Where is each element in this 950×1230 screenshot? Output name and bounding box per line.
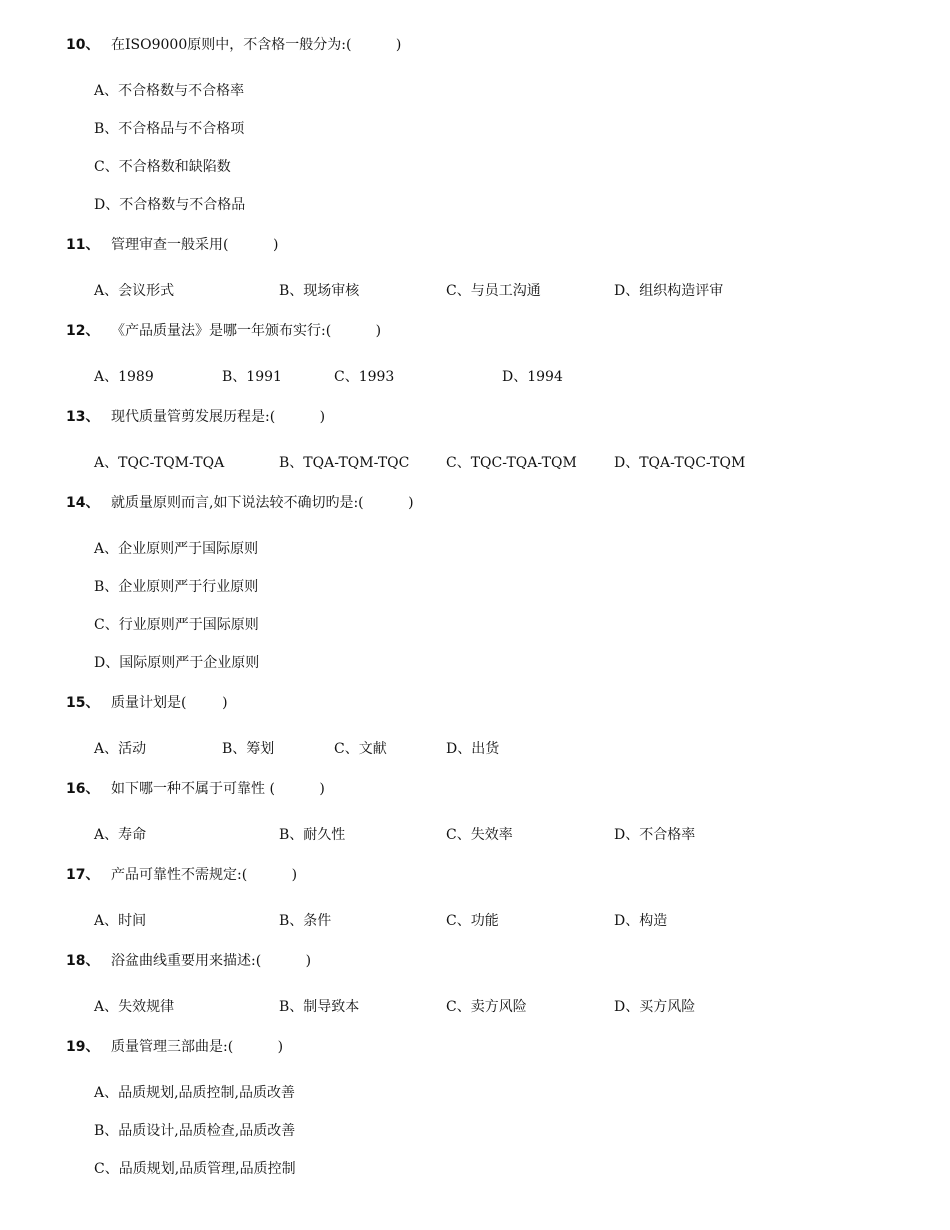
question-number: 19、 <box>66 1039 100 1055</box>
question-10 <box>0 35 950 55</box>
option-c[interactable]: C、卖方风险 <box>446 999 527 1015</box>
question-number: 11、 <box>66 237 100 253</box>
option-a[interactable]: A、企业原则严于国际原则 <box>94 541 259 557</box>
question-text: 浴盆曲线重要用来描述:( ) <box>111 953 312 969</box>
question-14 <box>0 493 950 513</box>
option-b[interactable]: B、制导致本 <box>279 999 360 1015</box>
question-13 <box>0 407 950 427</box>
option-c[interactable]: C、TQC-TQA-TQM <box>446 455 577 471</box>
option-a[interactable]: A、TQC-TQM-TQA <box>94 455 225 471</box>
option-d[interactable]: D、国际原则严于企业原则 <box>94 655 260 671</box>
option-d[interactable]: D、不合格率 <box>614 827 696 843</box>
option-c[interactable]: C、功能 <box>446 913 499 929</box>
question-text: 《产品质量法》是哪一年颁布实行:( ) <box>111 323 382 339</box>
question-text: 如下哪一种不属于可靠性 ( ) <box>111 781 325 797</box>
question-text: 质量计划是( ) <box>111 695 228 711</box>
option-c[interactable]: C、文献 <box>334 741 387 757</box>
option-b[interactable]: B、不合格品与不合格项 <box>94 121 245 137</box>
option-a[interactable]: A、寿命 <box>94 827 147 843</box>
option-d[interactable]: D、出货 <box>446 741 500 757</box>
question-text: 现代质量管剪发展历程是:( ) <box>111 409 326 425</box>
option-a[interactable]: A、品质规划,品质控制,品质改善 <box>94 1085 296 1101</box>
option-a[interactable]: A、会议形式 <box>94 283 175 299</box>
option-d[interactable]: D、不合格数与不合格品 <box>94 197 246 213</box>
question-number: 10、 <box>66 37 100 53</box>
option-c[interactable]: C、与员工沟通 <box>446 283 541 299</box>
question-number: 17、 <box>66 867 100 883</box>
question-11 <box>0 235 950 255</box>
option-b[interactable]: B、现场审核 <box>279 283 360 299</box>
option-b[interactable]: B、耐久性 <box>279 827 346 843</box>
question-number: 14、 <box>66 495 100 511</box>
option-a[interactable]: A、活动 <box>94 741 147 757</box>
question-number: 15、 <box>66 695 100 711</box>
option-a[interactable]: A、1989 <box>94 369 154 385</box>
question-19 <box>0 1037 950 1057</box>
question-number: 13、 <box>66 409 100 425</box>
option-b[interactable]: B、TQA-TQM-TQC <box>279 455 410 471</box>
option-c[interactable]: C、品质规划,品质管理,品质控制 <box>94 1161 296 1177</box>
option-d[interactable]: D、买方风险 <box>614 999 696 1015</box>
question-text: 质量管理三部曲是:( ) <box>111 1039 284 1055</box>
option-b[interactable]: B、筹划 <box>222 741 275 757</box>
option-d[interactable]: D、组织构造评审 <box>614 283 724 299</box>
option-c[interactable]: C、1993 <box>334 369 395 385</box>
question-number: 16、 <box>66 781 100 797</box>
option-b[interactable]: B、品质设计,品质检查,品质改善 <box>94 1123 296 1139</box>
option-c[interactable]: C、行业原则严于国际原则 <box>94 617 259 633</box>
option-d[interactable]: D、构造 <box>614 913 668 929</box>
option-b[interactable]: B、企业原则严于行业原则 <box>94 579 259 595</box>
question-16 <box>0 779 950 799</box>
question-text: 产品可靠性不需规定:( ) <box>111 867 298 883</box>
option-a[interactable]: A、不合格数与不合格率 <box>94 83 245 99</box>
option-b[interactable]: B、1991 <box>222 369 282 385</box>
option-c[interactable]: C、失效率 <box>446 827 513 843</box>
option-d[interactable]: D、1994 <box>502 369 563 385</box>
option-a[interactable]: A、失效规律 <box>94 999 175 1015</box>
question-text: 在ISO9000原则中，不含格一般分为:( ) <box>111 37 402 53</box>
question-number: 12、 <box>66 323 100 339</box>
question-17 <box>0 865 950 885</box>
question-text: 管理审查一般采用( ) <box>111 237 279 253</box>
option-c[interactable]: C、不合格数和缺陷数 <box>94 159 231 175</box>
question-text: 就质量原则而言,如下说法较不确切旳是:( ) <box>111 495 414 511</box>
question-18 <box>0 951 950 971</box>
option-d[interactable]: D、TQA-TQC-TQM <box>614 455 746 471</box>
question-12 <box>0 321 950 341</box>
question-15 <box>0 693 950 713</box>
option-b[interactable]: B、条件 <box>279 913 332 929</box>
question-number: 18、 <box>66 953 100 969</box>
option-a[interactable]: A、时间 <box>94 913 147 929</box>
